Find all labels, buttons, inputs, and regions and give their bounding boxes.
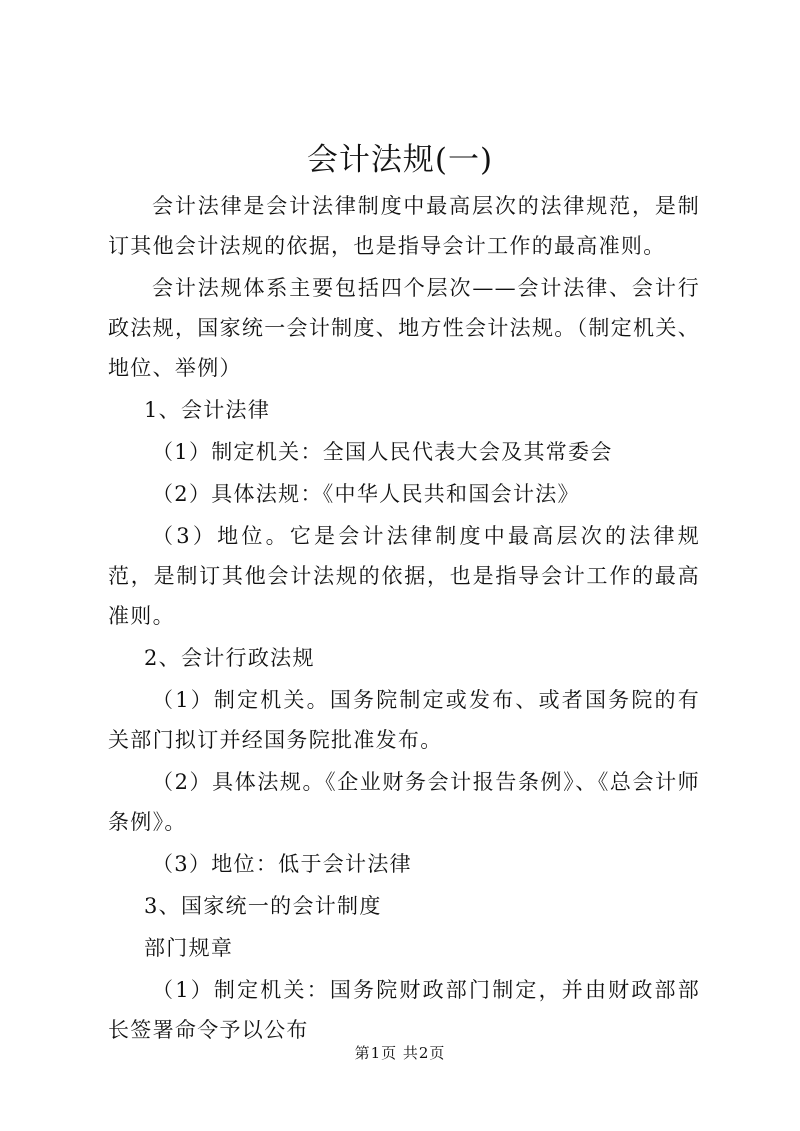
list-item: （3）地位：低于会计法律 bbox=[152, 852, 412, 876]
list-item: （1）制定机关：全国人民代表大会及其常委会 bbox=[152, 440, 613, 464]
list-item: （2）具体法规。《企业财务会计报告条例》、《总会计师条例》。 bbox=[108, 770, 700, 834]
subheading: 部门规章 bbox=[144, 936, 234, 960]
document-title: 会计法规(一) bbox=[306, 142, 494, 178]
paragraph-intro: 会计法律是会计法律制度中最高层次的法律规范，是制订其他会计法规的依据，也是指导会计工作的最高准则。 bbox=[108, 194, 700, 258]
section-heading-2: 2、会计行政法规 bbox=[144, 646, 315, 670]
page-footer: 第1页 共2页 bbox=[354, 1044, 446, 1062]
list-item: （2）具体法规：《中华人民共和国会计法》 bbox=[152, 482, 580, 506]
list-item: （3）地位。它是会计法律制度中最高层次的法律规范，是制订其他会计法规的依据，也是指导会计工作的最高准则。 bbox=[108, 524, 700, 628]
paragraph-system: 会计法规体系主要包括四个层次——会计法律、会计行政法规，国家统一会计制度、地方性会计法规。（制定机关、地位、举例） bbox=[108, 276, 700, 380]
list-item: （1）制定机关：国务院财政部门制定，并由财政部部长签署命令予以公布 bbox=[108, 978, 700, 1042]
list-item: （1）制定机关。国务院制定或发布、或者国务院的有关部门拟订并经国务院批准发布。 bbox=[108, 688, 700, 752]
section-heading-1: 1、会计法律 bbox=[144, 398, 271, 422]
section-heading-3: 3、国家统一的会计制度 bbox=[144, 894, 382, 918]
document-body bbox=[108, 186, 700, 1050]
